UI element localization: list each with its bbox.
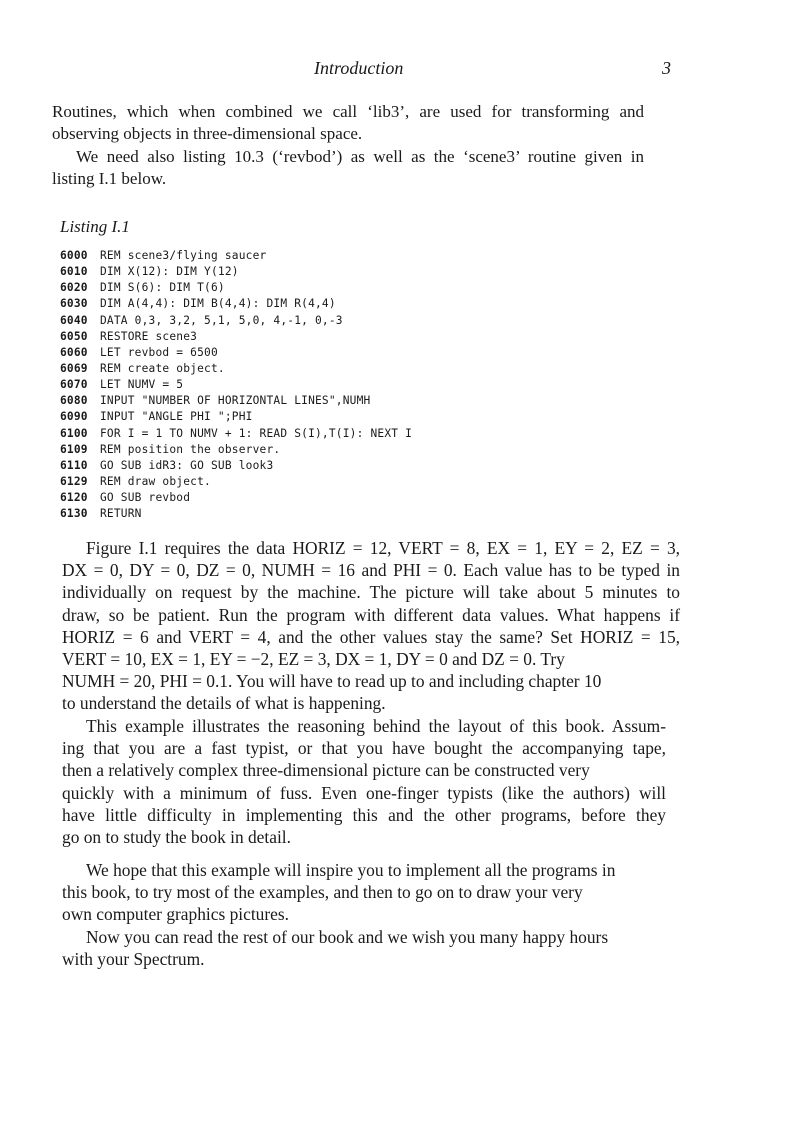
line-number: 6100 <box>60 426 88 440</box>
code-statement: LET revbod = 6500 <box>100 345 218 359</box>
line-number: 6120 <box>60 491 88 505</box>
line-number: 6080 <box>60 394 88 408</box>
text-line: this book, to try most of the examples, and then to go on to draw your very <box>62 882 583 903</box>
code-line <box>60 264 412 280</box>
code-line <box>60 442 412 458</box>
text-line: This example illustrates the reasoning behind the layout of this book. Assum- <box>86 716 666 736</box>
line-number: 6069 <box>60 361 88 375</box>
code-statement: GO SUB revbod <box>100 491 191 505</box>
text-line: go on to study the book in detail. <box>62 827 291 848</box>
code-statement: DATA 0,3, 3,2, 5,1, 5,0, 4,-1, 0,-3 <box>100 313 343 327</box>
text-line: listing I.1 below. <box>52 168 167 188</box>
code-statement: DIM S(6): DIM T(6) <box>100 281 225 295</box>
code-statement: RETURN <box>100 507 142 521</box>
example-paragraph <box>62 715 666 848</box>
line-number: 6020 <box>60 281 88 295</box>
line-number: 6129 <box>60 474 88 488</box>
intro-paragraph <box>52 101 644 190</box>
line-number: 6000 <box>60 249 88 262</box>
code-statement: GO SUB idR3: GO SUB look3 <box>100 458 274 472</box>
text-line: to understand the details of what is happening. <box>62 693 386 714</box>
text-line: We need also listing 10.3 (‘revbod’) as well as the ‘scene3’ routine given in <box>76 146 644 166</box>
text-line: individually on request by the machine. The picture will take about 5 minutes to <box>62 582 680 603</box>
text-line: HORIZ = 6 and VERT = 4, and the other values stay the same? Set HORIZ = 15, <box>62 626 680 647</box>
code-statement: INPUT "ANGLE PHI ";PHI <box>100 410 253 424</box>
code-statement: REM position the observer. <box>100 442 281 456</box>
text-line: Routines, which when combined we call ‘lib3’, are used for transforming and <box>52 102 644 121</box>
line-number: 6010 <box>60 265 88 279</box>
line-number: 6060 <box>60 345 88 359</box>
line-number: 6050 <box>60 329 88 343</box>
text-line: Figure I.1 requires the data HORIZ = 12, VERT = 8, EX = 1, EY = 2, EZ = 3, <box>86 538 680 558</box>
line-number: 6090 <box>60 410 88 424</box>
code-line <box>60 506 412 522</box>
closing-paragraph <box>62 926 670 970</box>
code-statement: REM scene3/flying saucer <box>100 249 267 262</box>
text-line: then a relatively complex three-dimensional picture can be constructed very <box>62 760 590 781</box>
text-line: DX = 0, DY = 0, DZ = 0, NUMH = 16 and PHI = 0. Each value has to be typed in <box>62 560 680 581</box>
text-line: quickly with a minimum of fuss. Even one-finger typists (like the authors) will <box>62 782 666 803</box>
figure-paragraph <box>62 537 680 715</box>
code-line <box>60 458 412 474</box>
code-listing <box>60 248 412 522</box>
code-line <box>60 474 412 490</box>
line-number: 6030 <box>60 297 88 311</box>
code-statement: INPUT "NUMBER OF HORIZONTAL LINES",NUMH <box>100 394 371 408</box>
text-line: with your Spectrum. <box>62 949 205 970</box>
line-number: 6130 <box>60 507 88 521</box>
code-statement: REM draw object. <box>100 474 211 488</box>
listing-title: Listing I.1 <box>60 217 130 236</box>
text-line: Now you can read the rest of our book and we wish you many happy hours <box>86 927 609 947</box>
chapter-title: Introduction <box>314 58 404 78</box>
text-line: We hope that this example will inspire you to implement all the programs in <box>86 860 616 880</box>
text-line: VERT = 10, EX = 1, EY = −2, EZ = 3, DX = 1, DY = 0 and DZ = 0. Try <box>62 649 565 670</box>
code-line <box>60 296 412 312</box>
code-statement: DIM X(12): DIM Y(12) <box>100 265 239 279</box>
code-statement: REM create object. <box>100 361 225 375</box>
text-line: NUMH = 20, PHI = 0.1. You will have to read up to and including chapter 10 <box>62 671 602 692</box>
hope-paragraph <box>62 859 670 926</box>
code-line <box>60 313 412 329</box>
code-line <box>60 377 412 393</box>
code-line <box>60 426 412 442</box>
line-number: 6070 <box>60 378 88 392</box>
text-line: ing that you are a fast typist, or that you have bought the accompanying tape, <box>62 738 666 759</box>
code-line <box>60 409 412 425</box>
text-line: have little difficulty in implementing this and the other programs, before they <box>62 804 666 825</box>
code-line <box>60 361 412 377</box>
line-number: 6109 <box>60 442 88 456</box>
text-line: draw, so be patient. Run the program with different data values. What happens if <box>62 604 680 625</box>
code-line <box>60 280 412 296</box>
line-number: 6040 <box>60 313 88 327</box>
text-line: own computer graphics pictures. <box>62 904 289 925</box>
code-line <box>60 490 412 506</box>
code-statement: DIM A(4,4): DIM B(4,4): DIM R(4,4) <box>100 297 336 311</box>
code-statement: RESTORE scene3 <box>100 329 198 343</box>
page-number: 3 <box>662 58 671 78</box>
code-line <box>60 393 412 409</box>
code-statement: FOR I = 1 TO NUMV + 1: READ S(I),T(I): NEXT I <box>100 426 413 440</box>
line-number: 6110 <box>60 458 88 472</box>
code-line <box>60 329 412 345</box>
text-line: observing objects in three-dimensional space. <box>52 124 363 144</box>
code-line <box>60 248 412 264</box>
code-statement: LET NUMV = 5 <box>100 378 184 392</box>
code-line <box>60 345 412 361</box>
